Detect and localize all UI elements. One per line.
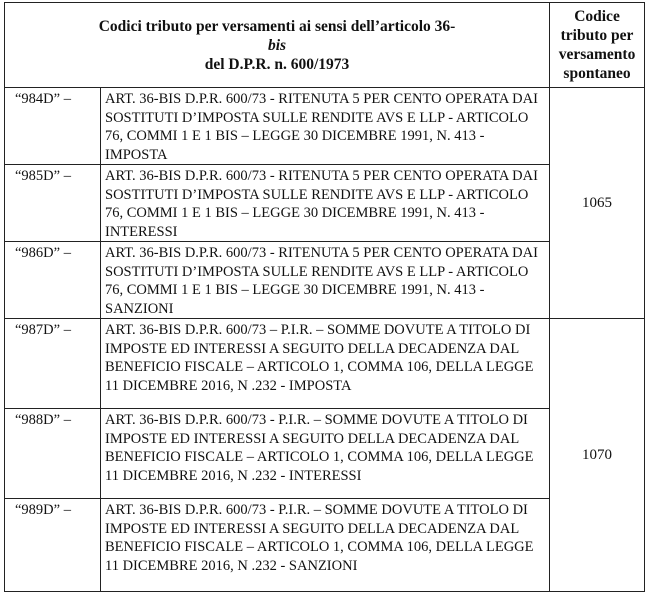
table-row <box>5 242 645 319</box>
code-cell: “985D” – <box>5 165 101 242</box>
code-cell: “986D” – <box>5 242 101 319</box>
description-cell: ART. 36-BIS D.P.R. 600/73 - RITENUTA 5 PER CENTO OPERATA DAI SOSTITUTI D’IMPOSTA SULLE RENDITE AVS E LLP - ARTICOLO 76, COMMI 1 E 1 BIS – LEGGE 30 DICEMBRE 1991, N. 413 - SANZIONI <box>101 242 550 319</box>
table-row <box>5 88 645 165</box>
spontaneous-code-cell: 1070 <box>550 319 645 592</box>
description-cell: ART. 36-BIS D.P.R. 600/73 - RITENUTA 5 PER CENTO OPERATA DAI SOSTITUTI D’IMPOSTA SULLE RENDITE AVS E LLP - ARTICOLO 76, COMMI 1 E 1 BIS – LEGGE 30 DICEMBRE 1991, N. 413 - INTERESSI <box>101 165 550 242</box>
description-cell: ART. 36-BIS D.P.R. 600/73 - P.I.R. – SOMME DOVUTE A TITOLO DI IMPOSTE ED INTERESSI A SEGUITO DELLA DECADENZA DAL BENEFICIO FISCALE – ARTICOLO 1, COMMA 106, DELLA LEGGE 11 DICEMBRE 2016, N .232 - SANZIONI <box>101 499 550 592</box>
table-row <box>5 499 645 592</box>
table-header-row <box>5 3 645 88</box>
table-row <box>5 409 645 499</box>
code-cell: “984D” – <box>5 88 101 165</box>
code-cell: “989D” – <box>5 499 101 592</box>
spontaneous-code-cell: 1065 <box>550 88 645 319</box>
header-codes-title: Codici tributo per versamenti ai sensi dell’articolo 36- bis del D.P.R. n. 600/1973 <box>5 3 550 88</box>
description-cell: ART. 36-BIS D.P.R. 600/73 – P.I.R. – SOMME DOVUTE A TITOLO DI IMPOSTE ED INTERESSI A SEGUITO DELLA DECADENZA DAL BENEFICIO FISCALE – ARTICOLO 1, COMMA 106, DELLA LEGGE 11 DICEMBRE 2016, N .232 - IMPOSTA <box>101 319 550 409</box>
description-cell: ART. 36-BIS D.P.R. 600/73 - P.I.R. – SOMME DOVUTE A TITOLO DI IMPOSTE ED INTERESSI A SEGUITO DELLA DECADENZA DAL BENEFICIO FISCALE – ARTICOLO 1, COMMA 106, DELLA LEGGE 11 DICEMBRE 2016, N .232 - INTERESSI <box>101 409 550 499</box>
description-cell: ART. 36-BIS D.P.R. 600/73 - RITENUTA 5 PER CENTO OPERATA DAI SOSTITUTI D’IMPOSTA SULLE RENDITE AVS E LLP - ARTICOLO 76, COMMI 1 E 1 BIS – LEGGE 30 DICEMBRE 1991, N. 413 - IMPOSTA <box>101 88 550 165</box>
table-row <box>5 319 645 409</box>
code-cell: “988D” – <box>5 409 101 499</box>
table-row <box>5 165 645 242</box>
header-spontaneous-code: Codice tributo per versamento spontaneo <box>550 3 645 88</box>
tax-codes-table <box>4 2 645 592</box>
code-cell: “987D” – <box>5 319 101 409</box>
